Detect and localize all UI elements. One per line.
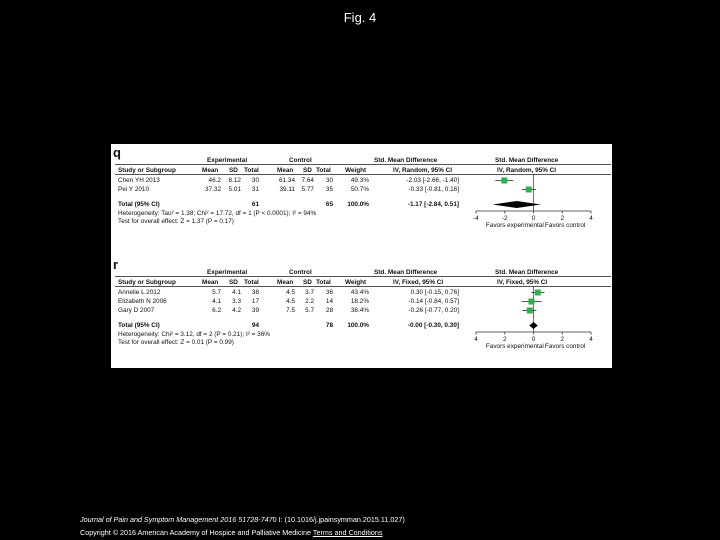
study-mean_e: 37.32 <box>205 186 221 193</box>
column-header-weight: Weight <box>345 279 367 286</box>
column-header-total: Total <box>244 167 259 174</box>
control-header: Control <box>289 157 312 164</box>
column-header-method_plot: IV, Fixed, 95% CI <box>497 279 548 286</box>
study-ci: -0.26 [-0.77, 0.20] <box>408 307 459 314</box>
total-ci: -1.17 [-2.84, 0.51] <box>407 201 459 208</box>
study-mean_e: 5.7 <box>212 289 221 296</box>
experimental-header: Experimental <box>207 269 248 276</box>
study-mean_c: 4.5 <box>286 289 295 296</box>
study-ci: -0.14 [-0.84, 0.57] <box>408 298 459 305</box>
favors-experimental-label: Favors experimental <box>485 343 544 350</box>
column-header-method_plot: IV, Random, 95% CI <box>497 167 557 174</box>
study-n_e: 38 <box>251 289 259 296</box>
smd-plot-header: Std. Mean Difference <box>495 157 559 164</box>
favors-control-label: Favors control <box>544 343 586 350</box>
study-n_c: 28 <box>325 307 333 314</box>
forest-plot-figure <box>111 144 612 368</box>
favors-experimental-label: Favors experimental <box>485 222 544 229</box>
study-sd_c: 3.7 <box>305 289 314 296</box>
heterogeneity-text: Heterogeneity: Chi² = 3.12, df = 2 (P = 0.21); I² = 36% <box>118 331 270 338</box>
terms-link[interactable]: Terms and Conditions <box>312 528 383 537</box>
forest-plot-panel-q <box>111 144 612 256</box>
study-weight: 38.4% <box>350 307 369 314</box>
total-label: Total (95% CI) <box>118 201 160 208</box>
study-mean_c: 7.5 <box>286 307 295 314</box>
study-n_e: 30 <box>251 177 259 184</box>
column-header-method: IV, Fixed, 95% CI <box>393 279 444 286</box>
journal-citation <box>80 515 405 524</box>
column-header-total: Total <box>316 279 331 286</box>
study-weight: 49.3% <box>350 177 369 184</box>
journal-name: Journal of Pain and Symptom Management 2016 51728-747 <box>80 515 273 524</box>
study-sd_e: 4.2 <box>232 307 241 314</box>
overall-effect-text: Test for overall effect: Z = 1.37 (P = 0.17) <box>118 218 234 225</box>
column-header-mean: Mean <box>202 279 219 286</box>
x-axis-tick-label: -2 <box>501 215 508 222</box>
smd-header: Std. Mean Difference <box>374 269 438 276</box>
study-sd_c: 5.7 <box>305 307 314 314</box>
column-header-method: IV, Random, 95% CI <box>393 167 453 174</box>
column-header-sd: SD <box>229 167 238 174</box>
study-name: Pei Y 2010 <box>118 186 150 193</box>
favors-control-label: Favors control <box>544 222 586 229</box>
study-weight: 18.2% <box>350 298 369 305</box>
figure-title: Fig. 4 <box>343 10 377 25</box>
x-axis-tick-label: 4 <box>589 336 593 343</box>
study-estimate-marker <box>527 308 533 314</box>
smd-header: Std. Mean Difference <box>374 157 438 164</box>
study-sd_c: 7.64 <box>301 177 314 184</box>
column-header-mean: Mean <box>277 167 294 174</box>
total-n-control: 78 <box>325 322 333 329</box>
panel-letter: q <box>113 145 121 160</box>
total-n-control: 65 <box>325 201 333 208</box>
copyright-line <box>80 528 382 537</box>
study-name: Gary D 2007 <box>118 307 155 314</box>
column-header-total: Total <box>316 167 331 174</box>
column-header-sd: SD <box>229 279 238 286</box>
x-axis-tick-label: 2 <box>560 336 565 343</box>
column-header-weight: Weight <box>345 167 367 174</box>
study-n_c: 36 <box>325 289 333 296</box>
study-n_c: 14 <box>325 298 333 305</box>
total-n-experimental: 94 <box>251 322 259 329</box>
column-header-study: Study or Subgroup <box>118 167 176 174</box>
study-n_e: 31 <box>251 186 259 193</box>
x-axis-tick-label: 2 <box>502 336 507 343</box>
forest-plot-svg <box>111 144 612 256</box>
total-ci: -0.00 [-0.30, 0.30] <box>407 322 459 329</box>
heterogeneity-text: Heterogeneity: Tau² = 1.38; Chi² = 17.72, df = 1 (P < 0.0001); I² = 94% <box>118 210 317 217</box>
column-header-sd: SD <box>303 279 312 286</box>
forest-plot-panel-r <box>111 256 612 368</box>
total-n-experimental: 61 <box>251 201 259 208</box>
experimental-header: Experimental <box>207 157 248 164</box>
study-mean_e: 46.2 <box>208 177 221 184</box>
study-sd_c: 5.77 <box>301 186 314 193</box>
column-header-sd: SD <box>303 167 312 174</box>
study-ci: -0.33 [-0.81, 0.16] <box>408 186 459 193</box>
study-name: Annelie L 2012 <box>118 289 161 296</box>
study-sd_c: 2.2 <box>305 298 314 305</box>
study-sd_e: 8.12 <box>228 177 241 184</box>
study-ci: 0.30 [-0.15, 0.76] <box>410 289 459 296</box>
control-header: Control <box>289 269 312 276</box>
study-mean_c: 39.11 <box>279 186 295 193</box>
total-weight: 100.0% <box>347 322 369 329</box>
x-axis-tick-label: 4 <box>589 215 593 222</box>
study-sd_e: 5.01 <box>228 186 241 193</box>
total-label: Total (95% CI) <box>118 322 160 329</box>
x-axis-tick-label: 0 <box>531 215 536 222</box>
study-mean_e: 4.1 <box>212 298 221 305</box>
study-sd_e: 4.1 <box>232 289 241 296</box>
column-header-mean: Mean <box>202 167 219 174</box>
column-header-total: Total <box>244 279 259 286</box>
study-name: Elizabeth N 2006 <box>118 298 167 305</box>
study-sd_e: 3.3 <box>232 298 241 305</box>
study-n_c: 30 <box>325 177 333 184</box>
study-weight: 50.7% <box>350 186 369 193</box>
overall-effect-text: Test for overall effect: Z = 0.01 (P = 0.99) <box>118 339 234 346</box>
study-ci: -2.03 [-2.66, -1.40] <box>406 177 459 184</box>
column-header-study: Study or Subgroup <box>118 279 176 286</box>
study-estimate-marker <box>501 178 507 184</box>
panel-letter: r <box>113 257 119 272</box>
column-header-mean: Mean <box>277 279 294 286</box>
x-axis-tick-label: 4 <box>474 336 478 343</box>
study-n_c: 35 <box>325 186 333 193</box>
study-estimate-marker <box>528 299 534 305</box>
study-weight: 43.4% <box>350 289 369 296</box>
study-name: Chen YH 2013 <box>118 177 160 184</box>
smd-plot-header: Std. Mean Difference <box>495 269 559 276</box>
x-axis-tick-label: 0 <box>531 336 536 343</box>
total-weight: 100.0% <box>347 201 369 208</box>
study-n_e: 17 <box>251 298 259 305</box>
study-n_e: 39 <box>251 307 259 314</box>
forest-plot-svg <box>111 256 612 368</box>
study-mean_e: 6.2 <box>212 307 221 314</box>
study-mean_c: 4.5 <box>286 298 295 305</box>
study-estimate-marker <box>526 187 532 193</box>
study-estimate-marker <box>535 290 541 296</box>
doi-text: 0 I: (10.1016/j.jpainsymman.2015.11.027) <box>272 515 405 524</box>
x-axis-tick-label: -4 <box>473 215 479 222</box>
pooled-effect-diamond <box>529 322 538 329</box>
copyright-text: Copyright © 2016 American Academy of Hospice and Palliative Medicine <box>80 528 312 537</box>
study-mean_c: 61.34 <box>279 177 295 184</box>
x-axis-tick-label: 2 <box>560 215 565 222</box>
